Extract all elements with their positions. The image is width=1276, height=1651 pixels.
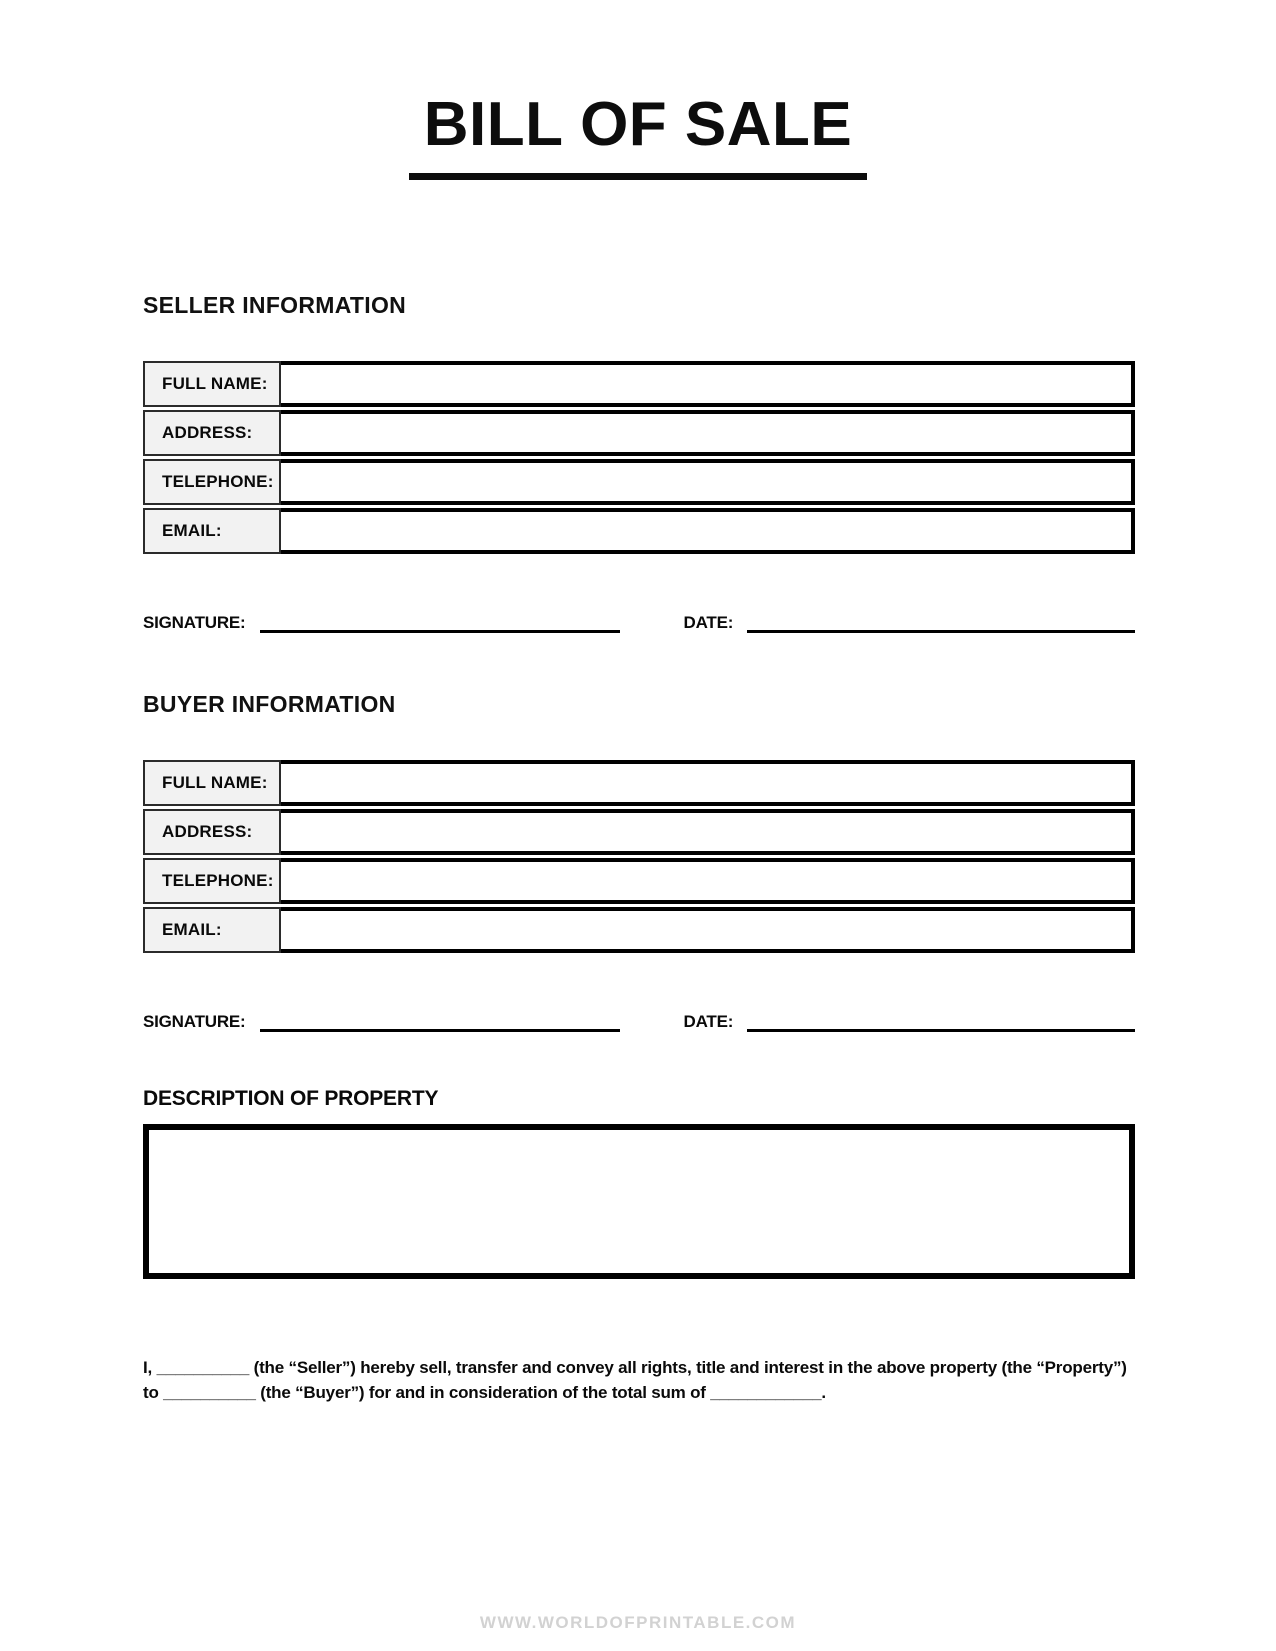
seller-signature-line[interactable] <box>260 611 620 633</box>
title-underline <box>409 173 867 180</box>
seller-email-field[interactable] <box>281 508 1135 554</box>
page-title: BILL OF SALE <box>423 90 853 159</box>
seller-address-field[interactable] <box>281 410 1135 456</box>
buyer-signature-row <box>143 1010 1135 1032</box>
seller-email-label: EMAIL: <box>143 508 281 554</box>
buyer-date-label: DATE: <box>683 1011 734 1031</box>
footer-website: WWW.WORLDOFPRINTABLE.COM <box>479 1613 797 1632</box>
seller-email-row <box>143 508 1135 554</box>
seller-signature-group <box>143 611 620 633</box>
seller-address-row <box>143 410 1135 456</box>
seller-signature-label: SIGNATURE: <box>143 612 246 632</box>
buyer-address-label: ADDRESS: <box>143 809 281 855</box>
buyer-email-field[interactable] <box>281 907 1135 953</box>
buyer-telephone-row <box>143 858 1135 904</box>
seller-date-line[interactable] <box>747 611 1135 633</box>
buyer-full-name-row <box>143 760 1135 806</box>
seller-date-label: DATE: <box>683 612 734 632</box>
buyer-email-label: EMAIL: <box>143 907 281 953</box>
buyer-signature-group <box>143 1010 620 1032</box>
buyer-telephone-field[interactable] <box>281 858 1135 904</box>
seller-full-name-field[interactable] <box>281 361 1135 407</box>
buyer-full-name-field[interactable] <box>281 760 1135 806</box>
seller-telephone-field[interactable] <box>281 459 1135 505</box>
buyer-address-field[interactable] <box>281 809 1135 855</box>
buyer-full-name-label: FULL NAME: <box>143 760 281 806</box>
seller-telephone-label: TELEPHONE: <box>143 459 281 505</box>
buyer-date-group <box>684 1010 1135 1032</box>
buyer-email-row <box>143 907 1135 953</box>
buyer-field-table <box>143 760 1135 953</box>
seller-field-table <box>143 361 1135 554</box>
buyer-address-row <box>143 809 1135 855</box>
seller-section-heading: SELLER INFORMATION <box>143 292 407 319</box>
seller-signature-row <box>143 611 1135 633</box>
buyer-date-line[interactable] <box>747 1010 1135 1032</box>
property-description-box[interactable] <box>143 1124 1135 1279</box>
seller-full-name-row <box>143 361 1135 407</box>
agreement-text: I, __________ (the “Seller”) hereby sell, transfer and convey all rights, title and interest in the above property (the “Property”) to __________ (the “Buyer”) for and in consideration of the total sum of ____________. <box>143 1358 1127 1403</box>
property-section-heading: DESCRIPTION OF PROPERTY <box>143 1087 439 1111</box>
seller-address-label: ADDRESS: <box>143 410 281 456</box>
buyer-signature-label: SIGNATURE: <box>143 1011 246 1031</box>
seller-full-name-label: FULL NAME: <box>143 361 281 407</box>
seller-telephone-row <box>143 459 1135 505</box>
form-content <box>0 292 1276 1405</box>
title-block <box>0 0 1276 180</box>
buyer-signature-line[interactable] <box>260 1010 620 1032</box>
buyer-section-heading: BUYER INFORMATION <box>143 691 396 718</box>
buyer-telephone-label: TELEPHONE: <box>143 858 281 904</box>
seller-date-group <box>684 611 1135 633</box>
